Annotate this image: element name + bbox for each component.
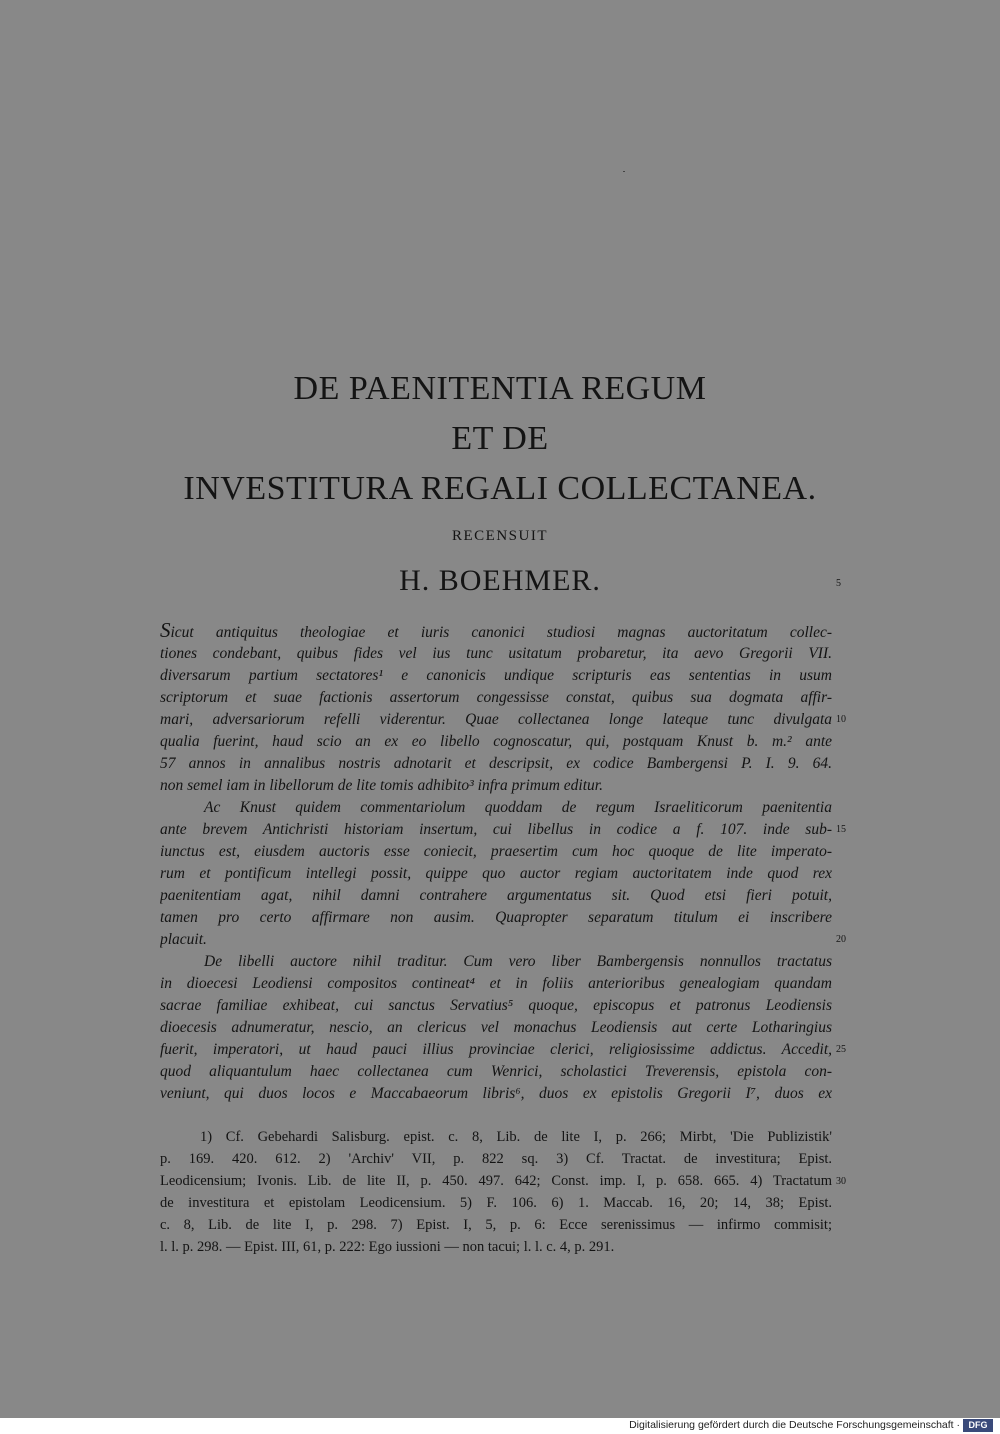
body-line: scriptorum et suae factionis assertorum congessisse constat, quibus sua dogmata affir- bbox=[160, 689, 832, 706]
author-name: H. BOEHMER. bbox=[399, 564, 601, 597]
title-line-2: ET DE bbox=[451, 420, 549, 457]
body-line: Sicut antiquitus theologiae et iuris canonici studiosi magnas auctoritatum collec- bbox=[160, 620, 832, 642]
body-line: quod aliquantulum haec collectanea cum Wenrici, scholastici Treverensis, epistola con- bbox=[160, 1063, 832, 1080]
line-number: 30 bbox=[836, 1176, 846, 1187]
body-line: rum et pontificum intellegi possit, quippe quo auctor regiam auctoritatem inde quod rex bbox=[160, 865, 832, 882]
line-number: 10 bbox=[836, 714, 846, 725]
footnote-line: p. 169. 420. 612. 2) 'Archiv' VII, p. 822 sq. 3) Cf. Tractat. de investitura; Epist. bbox=[160, 1151, 832, 1167]
body-line: veniunt, qui duos locos e Maccabaeorum libris⁶, duos ex epistolis Gregorii I⁷, duos ex bbox=[160, 1085, 832, 1102]
footnote-line: c. 8, Lib. de lite I, p. 298. 7) Epist. I, 5, p. 6: Ecce serenissimus — infirmo commisit; bbox=[160, 1217, 832, 1233]
body-line: tamen pro certo affirmare non ausim. Quapropter separatum titulum ei inscribere bbox=[160, 909, 832, 926]
body-line: fuerit, imperatori, ut haud pauci illius provinciae clerici, religiosissime addictus. Accedit, bbox=[160, 1041, 832, 1058]
drop-cap: S bbox=[160, 620, 171, 642]
footnote-line: Leodicensium; Ivonis. Lib. de lite II, p. 450. 497. 642; Const. imp. I, p. 658. 665. 4) Tractatum bbox=[160, 1173, 832, 1189]
body-line: paenitentiam agat, nihil damni contrahere argumentatus sit. Quod etsi fieri potuit, bbox=[160, 887, 832, 904]
footnote-line: 1) Cf. Gebehardi Salisburg. epist. c. 8, Lib. de lite I, p. 266; Mirbt, 'Die Publizistik' bbox=[200, 1129, 832, 1145]
footnote-line: l. l. p. 298. — Epist. III, 61, p. 222: Ego iussioni — non tacui; l. l. c. 4, p. 291. bbox=[160, 1239, 615, 1255]
title-line-3: INVESTITURA REGALI COLLECTANEA. bbox=[183, 470, 817, 507]
body-line: iunctus est, eiusdem auctoris esse coniecit, praesertim cum hoc quoque de lite imperato- bbox=[160, 843, 832, 860]
line-number: 20 bbox=[836, 934, 846, 945]
body-line: in dioecesi Leodiensi compositos contineat⁴ et in foliis anterioribus genealogiam quandam bbox=[160, 975, 832, 992]
body-line: diversarum partium sectatores¹ e canonicis undique scripturis eas sententias in usum bbox=[160, 667, 832, 684]
footnote-line: de investitura et epistolam Leodicensium. 5) F. 106. 6) 1. Maccab. 16, 20; 14, 38; Epist. bbox=[160, 1195, 832, 1211]
body-line: ante brevem Antichristi historiam insertum, cui libellus in codice a f. 107. inde sub- bbox=[160, 821, 832, 838]
body-line: Ac Knust quidem commentariolum quoddam de regum Israeliticorum paenitentia bbox=[204, 799, 832, 816]
line-number: 5 bbox=[836, 578, 841, 589]
body-line: De libelli auctore nihil traditur. Cum vero liber Bambergensis nonnullos tractatus bbox=[204, 953, 832, 970]
body-line: tiones condebant, quibus fides vel ius tunc usitatum probaretur, ita aevo Gregorii VII. bbox=[160, 645, 832, 662]
body-line: 57 annos in annalibus nostris adnotarit et descripsit, ex codice Bambergensi P. I. 9. 64. bbox=[160, 755, 832, 772]
title-line-1: DE PAENITENTIA REGUM bbox=[293, 370, 707, 407]
funding-credit: Digitalisierung gefördert durch die Deutsche Forschungsgemeinschaft · bbox=[629, 1419, 960, 1431]
body-line: mari, adversariorum refelli viderentur. Quae collectanea longe lateque tunc divulgata bbox=[160, 711, 832, 728]
line-number: 15 bbox=[836, 824, 846, 835]
body-line: dioecesis adnumeratur, nescio, an clericus vel monachus Leodiensis aut certe Lotharingius bbox=[160, 1019, 832, 1036]
scan-speck bbox=[623, 171, 625, 172]
body-line: sacrae familiae exhibeat, cui sanctus Servatius⁵ quoque, episcopus et patronus Leodiensis bbox=[160, 997, 832, 1014]
recensuit-label: RECENSUIT bbox=[452, 528, 548, 544]
body-line: placuit. bbox=[160, 931, 207, 948]
dfg-logo-icon: DFG bbox=[963, 1419, 993, 1432]
line-number: 25 bbox=[836, 1044, 846, 1055]
body-line: non semel iam in libellorum de lite tomis adhibito³ infra primum editur. bbox=[160, 777, 603, 794]
body-line: qualia fuerint, haud scio an ex eo libello cognoscatur, qui, postquam Knust b. m.² ante bbox=[160, 733, 832, 750]
